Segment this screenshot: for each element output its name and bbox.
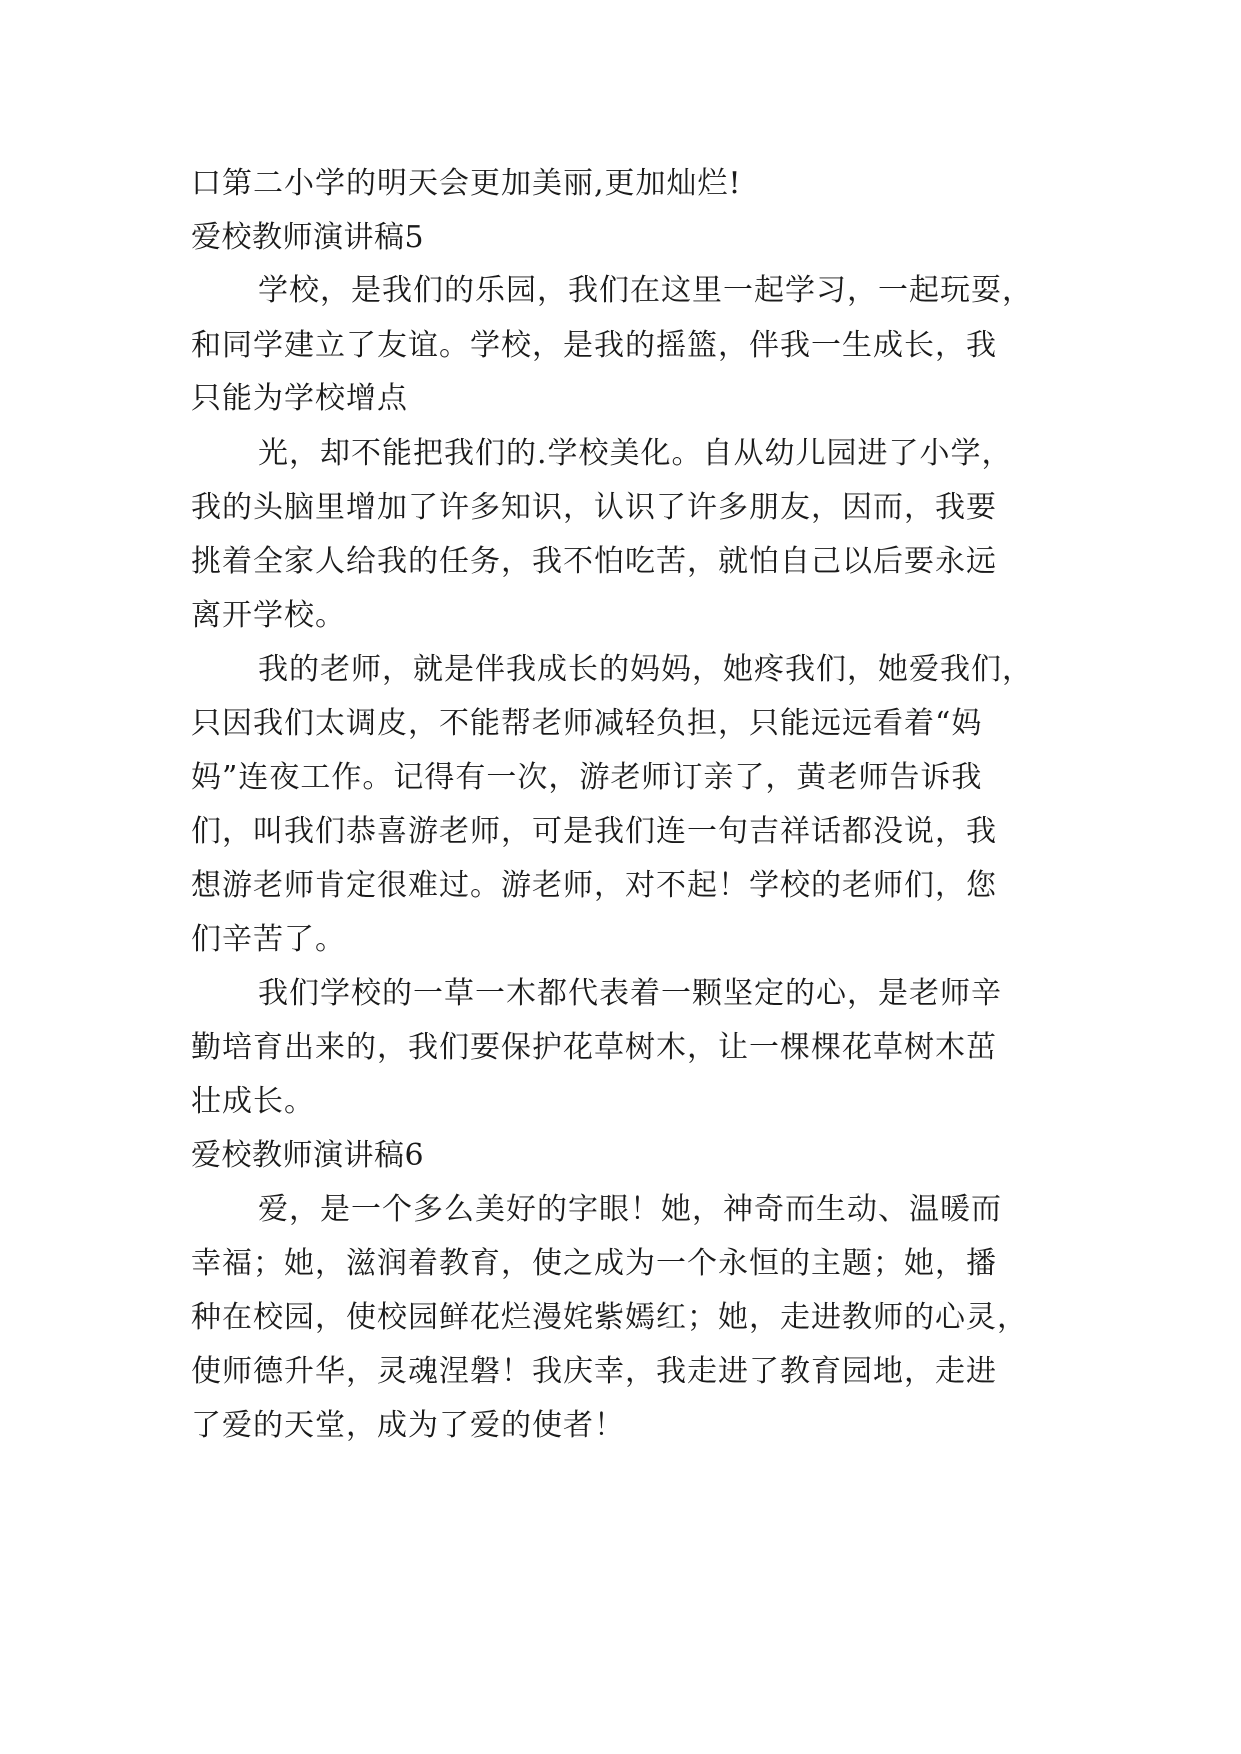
text-line: 壮成长。 [191, 1084, 315, 1119]
text-line: 只因我们太调皮，不能帮老师减轻负担，只能远远看着“妈 [191, 706, 983, 741]
text-line: 种在校园，使校园鲜花烂漫姹紫嫣红；她，走进教师的心灵， [191, 1300, 1028, 1335]
text-line: 口第二小学的明天会更加美丽,更加灿烂! [191, 166, 742, 201]
text-line: 想游老师肯定很难过。游老师，对不起！学校的老师们，您 [191, 868, 997, 903]
text-line: 了爱的天堂，成为了爱的使者！ [191, 1408, 625, 1443]
text-line: 勤培育出来的，我们要保护花草树木，让一棵棵花草树木茁 [191, 1030, 997, 1065]
text-line: 和同学建立了友谊。学校，是我的摇篮，伴我一生成长，我 [191, 328, 997, 363]
text-line: 我的头脑里增加了许多知识，认识了许多朋友，因而，我要 [191, 490, 997, 525]
text-line: 幸福；她，滋润着教育，使之成为一个永恒的主题；她，播 [191, 1246, 997, 1281]
text-line: 挑着全家人给我的任务，我不怕吃苦，就怕自己以后要永远 [191, 544, 997, 579]
text-line: 们，叫我们恭喜游老师，可是我们连一句吉祥话都没说，我 [191, 814, 997, 849]
paragraph-start-line: 爱，是一个多么美好的字眼！她，神奇而生动、温暖而 [258, 1192, 1002, 1227]
section-heading: 爱校教师演讲稿6 [191, 1138, 425, 1173]
section-heading: 爱校教师演讲稿5 [191, 220, 425, 255]
text-line: 只能为学校增点 [191, 381, 408, 416]
paragraph-start-line: 光，却不能把我们的.学校美化。自从幼儿园进了小学， [258, 436, 1013, 471]
paragraph-start-line: 我的老师，就是伴我成长的妈妈，她疼我们，她爱我们， [258, 652, 1033, 687]
text-line: 离开学校。 [191, 598, 346, 633]
paragraph-start-line: 学校，是我们的乐园，我们在这里一起学习，一起玩耍， [258, 273, 1033, 308]
text-line: 使师德升华，灵魂涅磐！我庆幸，我走进了教育园地，走进 [191, 1354, 997, 1389]
text-line: 妈”连夜工作。记得有一次，游老师订亲了，黄老师告诉我 [191, 760, 983, 795]
paragraph-start-line: 我们学校的一草一木都代表着一颗坚定的心，是老师辛 [258, 976, 1002, 1011]
text-line: 们辛苦了。 [191, 922, 346, 957]
